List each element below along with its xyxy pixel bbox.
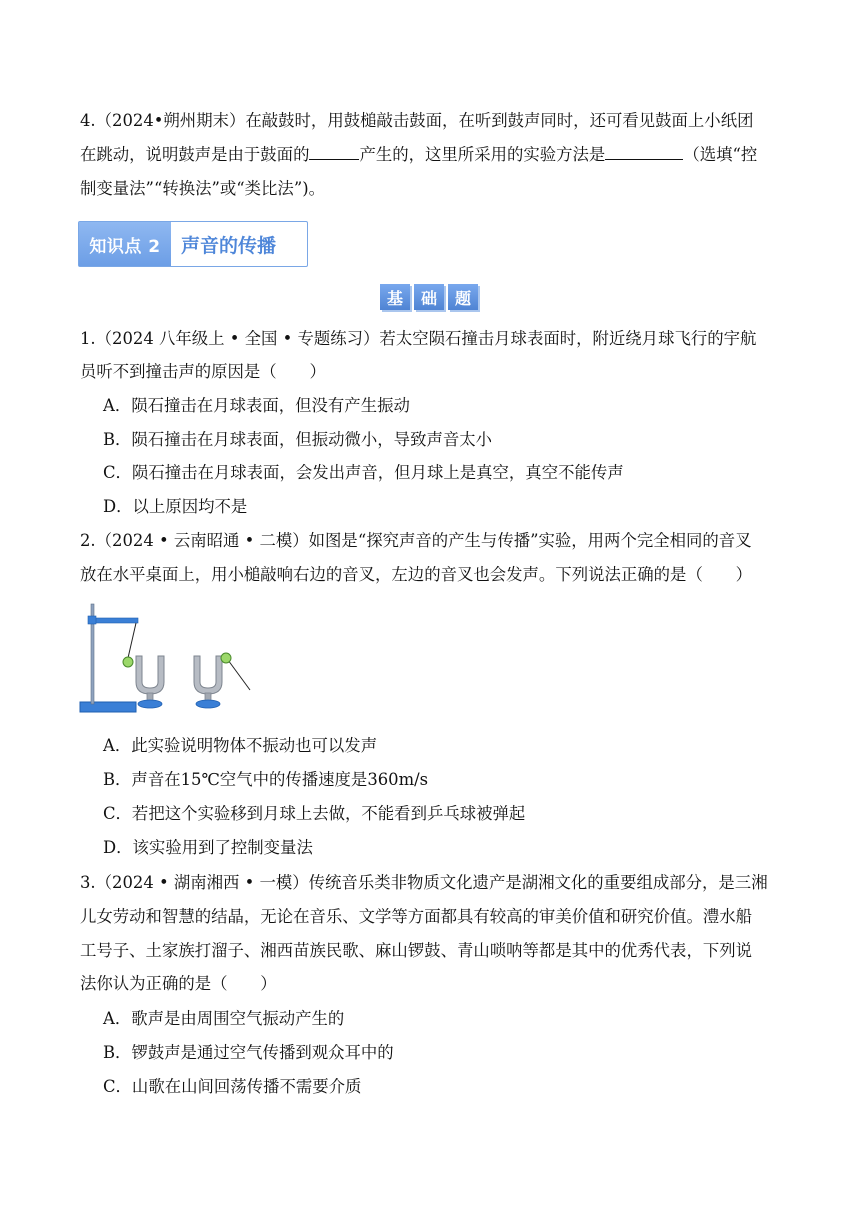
q1-option-c[interactable]: C．陨石撞击在月球表面，会发出声音，但月球上是真空，真空不能传声 (103, 463, 624, 482)
level-badge-char-1: 基 (380, 284, 410, 310)
pendulum-string (128, 623, 136, 658)
q4-text-b: 产生的，这里所采用的实验方法是 (359, 145, 606, 164)
q3-line-1: 3.（2024 • 湖南湘西 • 一模）传统音乐类非物质文化遗产是湖湘文化的重要组成部分，是三湘 (80, 873, 768, 892)
q2-option-c[interactable]: C．若把这个实验移到月球上去做，不能看到乒乓球被弹起 (103, 804, 526, 823)
q2-option-b[interactable]: B．声音在15℃空气中的传播速度是360m/s (103, 770, 429, 789)
answer-blank-1[interactable] (309, 144, 359, 160)
q1-option-d[interactable]: D．以上原因均不是 (103, 497, 248, 516)
q3-line-2: 儿女劳动和智慧的结晶，无论在音乐、文学等方面都具有较高的审美价值和研究价值。澧水船 (80, 907, 753, 926)
q3-option-c[interactable]: C．山歌在山间回荡传播不需要介质 (103, 1077, 362, 1096)
q3-line-4: 法你认为正确的是（ ） (80, 974, 277, 993)
q4-text-c: （选填“控 (683, 145, 758, 164)
q2-line-2: 放在水平桌面上，用小槌敲响右边的音叉，左边的音叉也会发声。下列说法正确的是（ ） (80, 565, 753, 584)
q3-option-a[interactable]: A．歌声是由周围空气振动产生的 (103, 1009, 345, 1028)
q2-option-d[interactable]: D．该实验用到了控制变量法 (103, 838, 313, 857)
knowledge-point-header (78, 221, 308, 267)
level-badge (380, 284, 478, 310)
q4-text-a: 在跳动，说明鼓声是由于鼓面的 (80, 145, 310, 164)
tuning-fork-experiment-figure (78, 600, 258, 720)
q4-line-1: 4.（2024•朔州期末）在敲鼓时，用鼓槌敲击鼓面，在听到鼓声同时，还可看见鼓面上小纸团 (80, 111, 754, 130)
level-badge-char-3: 题 (448, 284, 478, 310)
q1-line-1: 1.（2024 八年级上 • 全国 • 专题练习）若太空陨石撞击月球表面时，附近绕月球飞行的宇航 (80, 329, 757, 348)
q2-line-1: 2.（2024 • 云南昭通 • 二模）如图是“探究声音的产生与传播”实验，用两个完全相同的音叉 (80, 531, 752, 550)
q1-line-2: 员听不到撞击声的原因是（ ） (80, 362, 326, 381)
knowledge-point-tag: 知识点 2 (79, 222, 171, 266)
left-tuning-fork (136, 656, 164, 708)
q1-option-a[interactable]: A．陨石撞击在月球表面，但没有产生振动 (103, 396, 410, 415)
right-tuning-fork (194, 656, 222, 708)
q4-line-2 (80, 144, 800, 166)
q4-line-3: 制变量法”“转换法”或“类比法”)。 (80, 179, 325, 198)
level-badge-char-2: 础 (414, 284, 444, 310)
stand-base (80, 702, 136, 712)
mallet-handle (228, 660, 250, 690)
q3-option-b[interactable]: B．锣鼓声是通过空气传播到观众耳中的 (103, 1043, 394, 1062)
q1-option-b[interactable]: B．陨石撞击在月球表面，但振动微小，导致声音太小 (103, 430, 493, 449)
q2-option-a[interactable]: A．此实验说明物体不振动也可以发声 (103, 736, 378, 755)
stand-arm (92, 618, 138, 623)
stand-clamp (88, 616, 96, 624)
ping-pong-ball (123, 657, 133, 667)
mallet-head (221, 653, 231, 663)
answer-blank-2[interactable] (605, 144, 683, 160)
q3-line-3: 工号子、土家族打溜子、湘西苗族民歌、麻山锣鼓、青山唢呐等都是其中的优秀代表，下列说 (80, 941, 753, 960)
knowledge-point-title: 声音的传播 (181, 234, 277, 257)
